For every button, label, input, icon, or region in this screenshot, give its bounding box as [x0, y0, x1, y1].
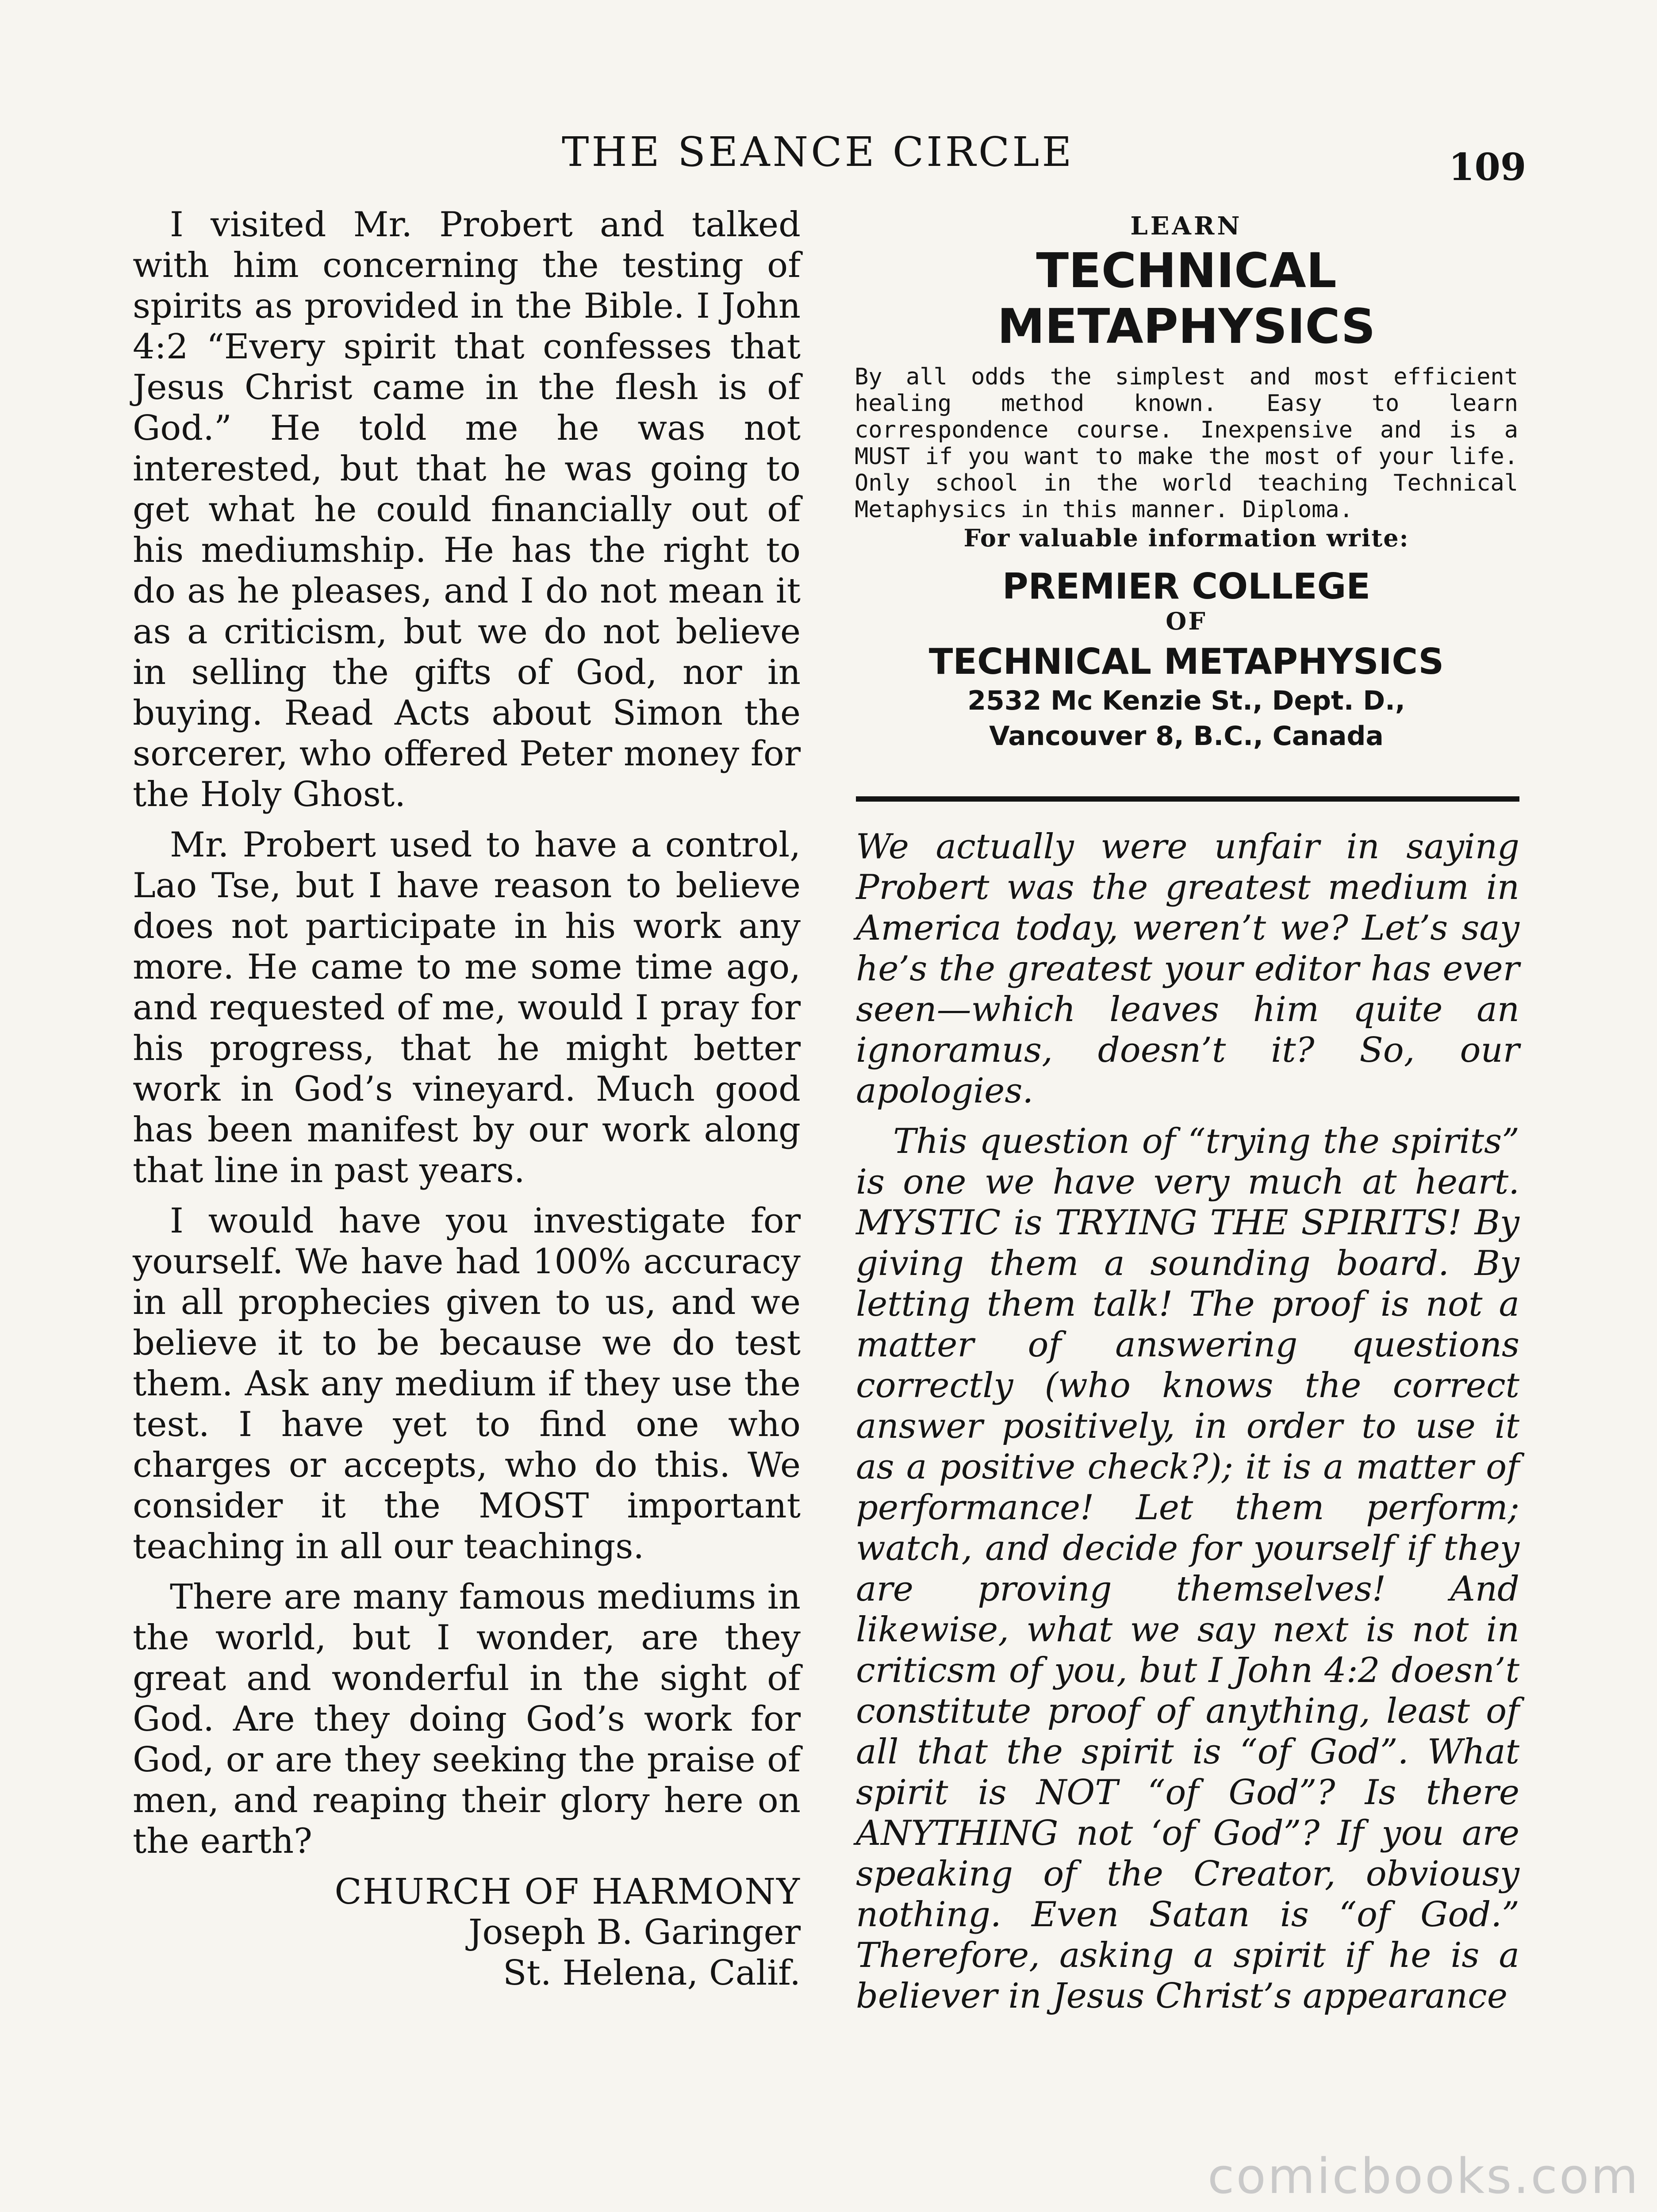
running-head: THE SEANCE CIRCLE [562, 128, 1074, 176]
ad-title-line1: TECHNICAL [1036, 243, 1337, 299]
editor-paragraph: We actually were unfair in saying Probert was the greatest medium in America today, weren’t we? Let’s say he’s the greatest your editor has ever seen—which leaves him quite an ignoramus, doesn’t it? So, our apologies. [856, 827, 1519, 1111]
signature-place: St. Helena, Calif. [503, 1953, 801, 1993]
ad-college-name: PREMIER COLLEGE [1002, 566, 1370, 607]
letter-paragraph: Mr. Probert used to have a control, Lao Tse, but I have reason to believe does not participate in his work any more. He came to me some time ago, and requested of me, would I pray for his progress, that he might better work in God’s vineyard. Much good has been manifest by our work along that line in past years. [133, 825, 801, 1190]
ad-learn-label: LEARN [1130, 211, 1243, 241]
advertisement-box [855, 211, 1518, 754]
ad-of-label: OF [1166, 607, 1207, 635]
ad-body-text: By all odds the simplest and most efficient healing method known. Easy to learn correspondence course. Inexpensive and is a MUST if you want to make the most of your life. Only school in the world teaching Technical Metaphysics in this manner. Diploma. [855, 364, 1518, 523]
section-divider-rule [856, 796, 1519, 802]
right-column-editor-note [856, 826, 1519, 2026]
editor-paragraph: This question of “trying the spirits” is one we have very much at heart. MYSTIC is TRYING THE SPIRITS! By giving them a sounding board. By letting them talk! The proof is not a matter of answering questions correctly (who knows the correct answer positively, in order to use it as a positive check?); it is a matter of performance! Let them perform; watch, and decide for yourself if they are proving themselves! And likewise, what we say next is not in criticsm of you, but I John 4:2 doesn’t constitute proof of anything, least of all that the spirit is “of God”. What spirit is NOT “of God”? Is there ANYTHING not ‘of God”? If you are speaking of the Creator, obviousy nothing. Even Satan is “of God.” Therefore, asking a spirit if he is a believer in Jesus Christ’s appearance [856, 1121, 1519, 2016]
signature-name: Joseph B. Garinger [468, 1912, 801, 1952]
letter-paragraph: I would have you investigate for yourself. We have had 100% accuracy in all prophecies given to us, and we believe it to be because we do test them. Ask any medium if they use the test. I have yet to find one who charges or accepts, who do this. We consider it the MOST important teaching in all our teachings. [133, 1201, 801, 1567]
letter-paragraph: I visited Mr. Probert and talked with him concerning the testing of spirits as provided in the Bible. I John 4:2 “Every spirit that confesses that Jesus Christ came in the flesh is of God.” He told me he was not interested, but that he was going to get what he could financially out of his mediumship. He has the right to do as he pleases, and I do not mean it as a criticism, but we do not believe in selling the gifts of God, nor in buying. Read Acts about Simon the sorcerer, who offered Peter money for the Holy Ghost. [133, 205, 801, 814]
signature-church: CHURCH OF HARMONY [334, 1871, 801, 1912]
letter-paragraph: There are many famous mediums in the world, but I wonder, are they great and wonderful in the sight of God. Are they doing God’s work for God, or are they seeking the praise of men, and reaping their glory here on the earth? [133, 1577, 801, 1861]
page-number: 109 [1449, 145, 1527, 189]
watermark-text: comicbooks.com [1208, 2148, 1640, 2204]
ad-address-line2: Vancouver 8, B.C., Canada [989, 721, 1384, 752]
ad-address-line1: 2532 Mc Kenzie St., Dept. D., [967, 685, 1405, 716]
ad-write-prompt: For valuable information write: [963, 524, 1409, 552]
left-column-letter [133, 204, 801, 1993]
ad-institute-name: TECHNICAL METAPHYSICS [928, 641, 1444, 682]
letter-signature [133, 1871, 801, 1993]
ad-title-line2: METAPHYSICS [997, 299, 1376, 354]
